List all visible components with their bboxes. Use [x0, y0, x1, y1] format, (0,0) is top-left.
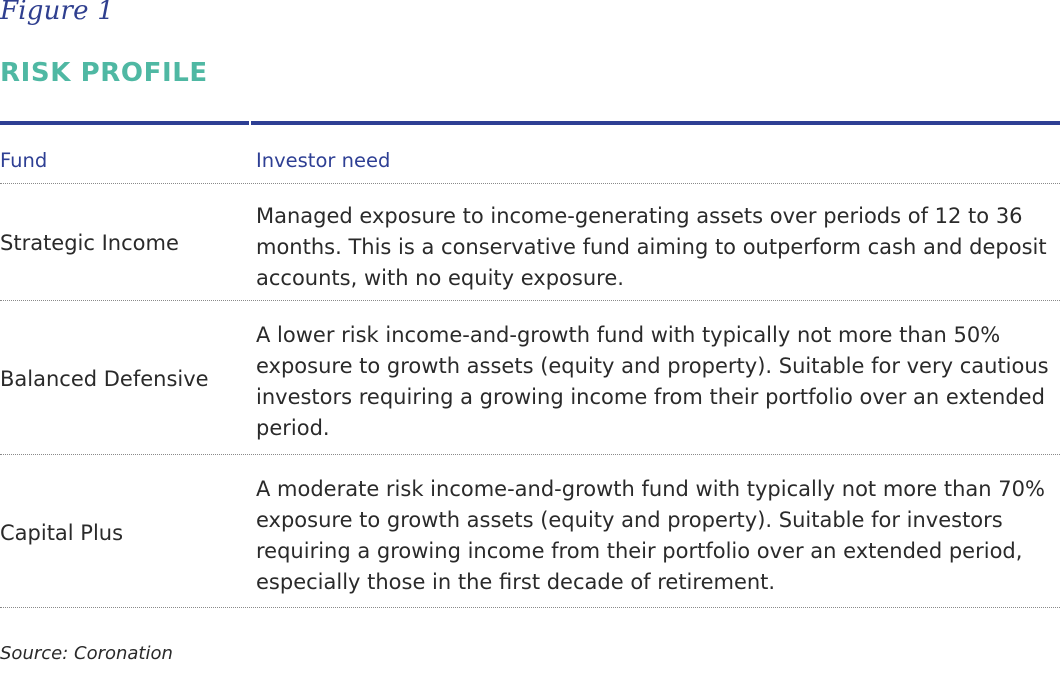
header-investor-need: Investor need [256, 149, 391, 172]
fund-name-capital-plus: Capital Plus [0, 521, 124, 545]
investor-need-balanced-defensive: A lower risk income-and-growth fund with typically not more than 50% exposure to growth assets (equity and property). Suitable for very cautious investors requiring a growing income from their portfolio over an extended period. [256, 323, 1049, 440]
row-divider [0, 607, 1060, 608]
risk-profile-table [0, 121, 1060, 594]
fund-name-balanced-defensive: Balanced Defensive [0, 367, 209, 391]
column-divider [249, 121, 251, 125]
header-fund: Fund [0, 149, 48, 172]
page-title: RISK PROFILE [0, 58, 208, 88]
investor-need-capital-plus: A moderate risk income-and-growth fund with typically not more than 70% exposure to growth assets (equity and property). Suitable for investors requiring a growing income from their portfolio over an extended period, especially those in the first decade of retirement. [256, 477, 1045, 594]
row-divider [0, 183, 1060, 184]
investor-need-strategic-income: Managed exposure to income-generating assets over periods of 12 to 36 months. This is a conservative fund aiming to outperform cash and deposit accounts, with no equity exposure. [256, 204, 1047, 290]
source-note: Source: Coronation [0, 643, 173, 664]
fund-name-strategic-income: Strategic Income [0, 231, 179, 255]
row-divider [0, 300, 1060, 301]
figure-label: Figure 1 [0, 0, 114, 26]
row-divider [0, 454, 1060, 455]
